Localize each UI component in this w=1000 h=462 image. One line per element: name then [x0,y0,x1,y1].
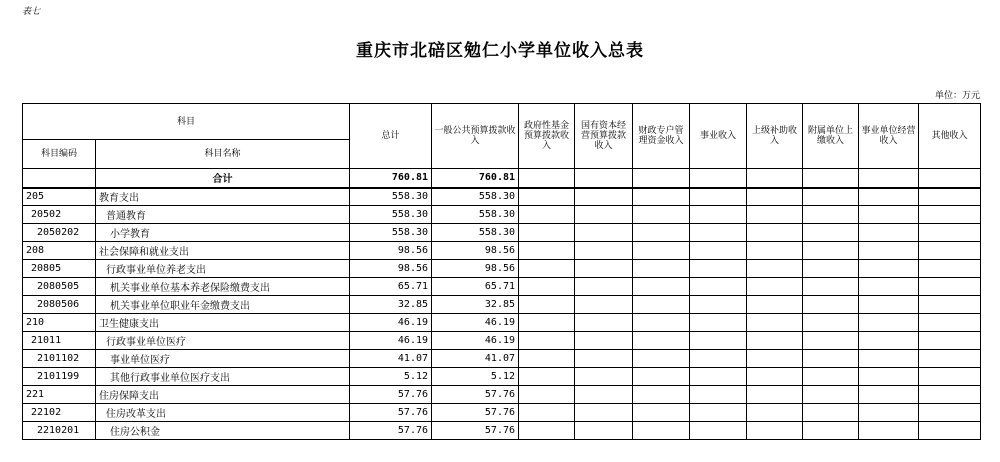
empty-cell [575,368,633,386]
empty-cell [859,169,919,188]
empty-cell [803,350,859,368]
empty-cell [519,224,575,242]
total-value-cell: 57.76 [350,404,432,422]
subject-code-cell: 2210201 [23,422,96,440]
empty-cell [919,169,981,188]
empty-cell [519,260,575,278]
empty-cell [859,242,919,260]
empty-cell [803,188,859,206]
empty-cell [859,296,919,314]
total-value-cell: 98.56 [350,242,432,260]
empty-cell [519,206,575,224]
empty-cell [919,422,981,440]
total-value-cell: 46.19 [350,314,432,332]
empty-cell [575,350,633,368]
empty-cell [747,224,803,242]
empty-cell [803,278,859,296]
total-value-cell: 5.12 [350,368,432,386]
empty-cell [575,260,633,278]
empty-cell [633,296,690,314]
empty-cell [919,224,981,242]
empty-cell [575,206,633,224]
empty-cell [859,422,919,440]
subject-name-cell: 行政事业单位医疗 [96,332,350,350]
subject-name-cell: 其他行政事业单位医疗支出 [96,368,350,386]
empty-cell [803,169,859,188]
empty-cell [519,332,575,350]
empty-cell [519,296,575,314]
empty-cell [747,169,803,188]
empty-cell [690,350,747,368]
total-value-cell: 558.30 [350,188,432,206]
subject-code-cell: 210 [23,314,96,332]
empty-cell [633,332,690,350]
general-budget-value-cell: 5.12 [432,368,519,386]
empty-cell [690,188,747,206]
empty-cell [859,332,919,350]
empty-cell [859,386,919,404]
empty-cell [633,404,690,422]
col-header-superior-subsidy: 上级补助收入 [747,104,803,169]
empty-cell [690,422,747,440]
col-header-subject: 科目 [23,104,350,140]
empty-cell [859,350,919,368]
general-budget-value-cell: 558.30 [432,188,519,206]
empty-cell [690,278,747,296]
unit-label: 单位：万元 [934,91,980,101]
empty-cell [690,242,747,260]
empty-cell [519,404,575,422]
table-row [23,404,981,422]
general-budget-value-cell: 558.30 [432,224,519,242]
empty-cell [690,386,747,404]
total-value-cell: 57.76 [350,386,432,404]
empty-cell [859,224,919,242]
general-budget-value-cell: 57.76 [432,422,519,440]
subject-code-cell: 205 [23,188,96,206]
col-header-gov-fund: 政府性基金预算拨款收入 [519,104,575,169]
subject-code-cell: 2101199 [23,368,96,386]
empty-cell [575,314,633,332]
table-row [23,314,981,332]
empty-cell [919,368,981,386]
empty-cell [519,188,575,206]
empty-cell [803,368,859,386]
col-header-affiliated: 附属单位上缴收入 [803,104,859,169]
empty-cell [519,386,575,404]
subject-name-cell: 机关事业单位基本养老保险缴费支出 [96,278,350,296]
subject-code-cell: 20805 [23,260,96,278]
empty-cell [919,296,981,314]
general-budget-value-cell: 46.19 [432,314,519,332]
subject-name-cell: 住房公积金 [96,422,350,440]
col-header-subject-name: 科目名称 [96,140,350,169]
empty-cell [690,314,747,332]
general-budget-value-cell: 46.19 [432,332,519,350]
empty-cell [747,314,803,332]
empty-cell [690,224,747,242]
subject-name-cell: 事业单位医疗 [96,350,350,368]
table-row [23,206,981,224]
empty-cell [633,314,690,332]
total-value-cell: 558.30 [350,206,432,224]
empty-cell [575,278,633,296]
empty-cell [575,188,633,206]
subject-name-cell: 行政事业单位养老支出 [96,260,350,278]
empty-cell [575,169,633,188]
subject-code-cell: 2080506 [23,296,96,314]
subject-code-cell: 2050202 [23,224,96,242]
empty-cell [575,296,633,314]
table-row [23,224,981,242]
subject-code-cell: 2101102 [23,350,96,368]
empty-cell [633,206,690,224]
col-header-operating: 事业单位经营收入 [859,104,919,169]
empty-cell [803,404,859,422]
empty-cell [919,278,981,296]
empty-cell [859,206,919,224]
empty-cell [919,404,981,422]
table-row [23,386,981,404]
table-row [23,368,981,386]
table-row [23,260,981,278]
empty-cell [803,386,859,404]
empty-cell [919,206,981,224]
empty-cell [747,386,803,404]
empty-cell [519,350,575,368]
empty-cell [859,278,919,296]
empty-cell [859,368,919,386]
total-value-cell: 98.56 [350,260,432,278]
general-budget-value-cell: 65.71 [432,278,519,296]
empty-cell [859,188,919,206]
empty-cell [690,206,747,224]
empty-cell [575,386,633,404]
general-budget-value-cell: 98.56 [432,260,519,278]
empty-cell [747,296,803,314]
subject-name-cell: 教育支出 [96,188,350,206]
subject-name-cell: 社会保障和就业支出 [96,242,350,260]
empty-cell [919,314,981,332]
empty-cell [690,404,747,422]
empty-cell [747,188,803,206]
empty-cell [919,188,981,206]
empty-cell [633,278,690,296]
general-budget-value-cell: 32.85 [432,296,519,314]
general-budget-value-cell: 558.30 [432,206,519,224]
page-title: 重庆市北碚区勉仁小学单位收入总表 [356,41,644,61]
empty-cell [747,350,803,368]
empty-cell [633,422,690,440]
table-row [23,188,981,206]
empty-cell [803,224,859,242]
col-header-subject-code: 科目编码 [23,140,96,169]
total-value-cell: 41.07 [350,350,432,368]
table-row [23,278,981,296]
header-row-1 [23,104,981,140]
subject-name-cell: 卫生健康支出 [96,314,350,332]
general-budget-value-cell: 41.07 [432,350,519,368]
empty-cell [690,169,747,188]
col-header-general-budget: 一般公共预算拨款收入 [432,104,519,169]
empty-cell [747,368,803,386]
empty-cell [747,332,803,350]
empty-cell [919,350,981,368]
col-header-state-capital: 国有资本经营预算拨款收入 [575,104,633,169]
empty-cell [747,422,803,440]
total-general-budget-value: 760.81 [432,169,519,188]
general-budget-value-cell: 57.76 [432,404,519,422]
empty-cell [519,422,575,440]
empty-cell [859,314,919,332]
subject-code-cell: 221 [23,386,96,404]
empty-cell [575,242,633,260]
subject-code-cell: 208 [23,242,96,260]
empty-cell [633,188,690,206]
empty-cell [690,296,747,314]
empty-cell [690,332,747,350]
empty-cell [803,296,859,314]
empty-cell [803,206,859,224]
empty-cell [859,260,919,278]
table-row [23,350,981,368]
empty-cell [747,404,803,422]
empty-cell [803,332,859,350]
total-value-cell: 65.71 [350,278,432,296]
empty-cell [747,242,803,260]
empty-cell [747,206,803,224]
table-row [23,332,981,350]
col-header-fiscal-special: 财政专户管理资金收入 [633,104,690,169]
empty-cell [633,350,690,368]
empty-cell [747,278,803,296]
empty-cell [575,224,633,242]
subject-name-cell: 普通教育 [96,206,350,224]
col-header-business: 事业收入 [690,104,747,169]
empty-cell [803,314,859,332]
subject-name-cell: 住房改革支出 [96,404,350,422]
empty-cell [690,260,747,278]
empty-cell [633,386,690,404]
subject-name-cell: 机关事业单位职业年金缴费支出 [96,296,350,314]
total-code-cell [23,169,96,188]
subject-name-cell: 小学教育 [96,224,350,242]
empty-cell [859,404,919,422]
empty-cell [633,224,690,242]
total-value-cell: 32.85 [350,296,432,314]
total-value-cell: 558.30 [350,224,432,242]
col-header-other: 其他收入 [919,104,981,169]
table-row [23,422,981,440]
empty-cell [633,242,690,260]
empty-cell [803,422,859,440]
empty-cell [519,242,575,260]
general-budget-value-cell: 57.76 [432,386,519,404]
empty-cell [747,260,803,278]
income-summary-table [22,103,981,440]
total-value-cell: 57.76 [350,422,432,440]
total-label: 合计 [96,169,350,188]
table-number-label: 表七 [22,7,41,17]
empty-cell [575,422,633,440]
total-row [23,169,981,188]
empty-cell [519,368,575,386]
empty-cell [919,332,981,350]
empty-cell [803,242,859,260]
table-row [23,242,981,260]
total-total-value: 760.81 [350,169,432,188]
empty-cell [519,314,575,332]
empty-cell [803,260,859,278]
general-budget-value-cell: 98.56 [432,242,519,260]
table-row [23,296,981,314]
empty-cell [575,332,633,350]
subject-code-cell: 21011 [23,332,96,350]
empty-cell [919,260,981,278]
subject-code-cell: 2080505 [23,278,96,296]
subject-name-cell: 住房保障支出 [96,386,350,404]
col-header-total: 总计 [350,104,432,169]
total-value-cell: 46.19 [350,332,432,350]
empty-cell [690,368,747,386]
empty-cell [919,242,981,260]
empty-cell [519,278,575,296]
empty-cell [633,169,690,188]
subject-code-cell: 20502 [23,206,96,224]
subject-code-cell: 22102 [23,404,96,422]
empty-cell [575,404,633,422]
empty-cell [633,368,690,386]
empty-cell [919,386,981,404]
empty-cell [633,260,690,278]
empty-cell [519,169,575,188]
